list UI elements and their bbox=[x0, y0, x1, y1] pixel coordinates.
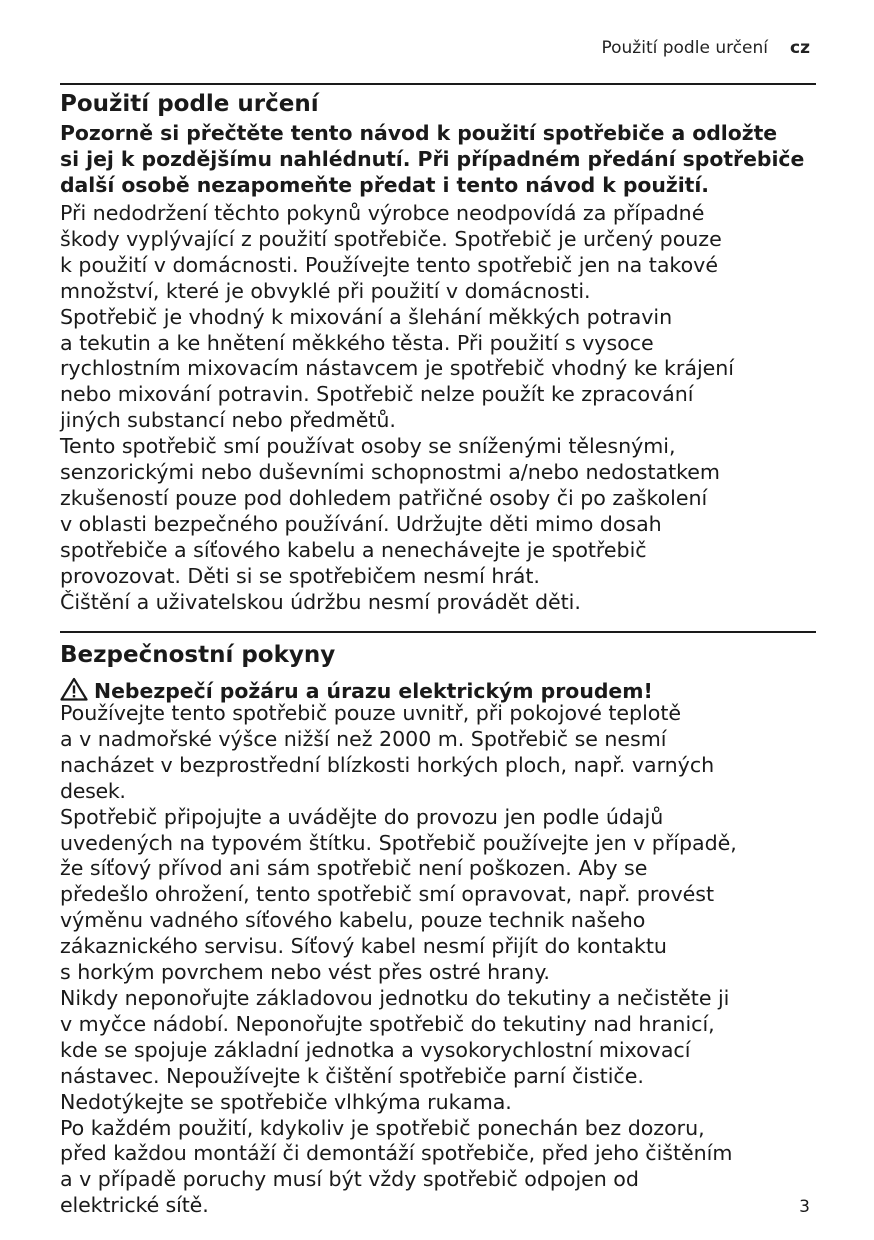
body-line: rychlostním mixovacím nástavcem je spotřebič vhodný ke krájení bbox=[60, 356, 734, 381]
body-line: zkušeností pouze pod dohledem patřičné osoby či po zaškolení bbox=[60, 485, 708, 510]
body-line: Nikdy neponořujte základovou jednotku do tekutiny a nečistěte ji bbox=[60, 985, 730, 1010]
body-line: výměnu vadného síťového kabelu, pouze technik našeho bbox=[60, 908, 646, 933]
body-line: Po každém použití, kdykoliv je spotřebič ponechán bez dozoru, bbox=[60, 1115, 705, 1140]
body-line: předešlo ohrožení, tento spotřebič smí opravovat, např. provést bbox=[60, 882, 714, 907]
body-line: nástavec. Nepoužívejte k čištění spotřebiče parní čističe. bbox=[60, 1063, 644, 1088]
body-line: v oblasti bezpečného používání. Udržujte děti mimo dosah bbox=[60, 511, 662, 536]
body-line: před každou montáží či demontáží spotřebiče, před jeho čištěním bbox=[60, 1141, 733, 1166]
body-line: Tento spotřebič smí používat osoby se sníženými tělesnými, bbox=[60, 434, 676, 459]
body-line: a v případě poruchy musí být vždy spotřebič odpojen od bbox=[60, 1167, 639, 1192]
body-line: Při nedodržení těchto pokynů výrobce neodpovídá za případné bbox=[60, 201, 705, 225]
intro-line: si jej k pozdějšímu nahlédnutí. Při případném předání spotřebiče bbox=[60, 146, 805, 171]
intended-use-body bbox=[60, 201, 820, 616]
body-line: množství, které je obvyklé při použití v domácnosti. bbox=[60, 278, 591, 303]
body-line: Nedotýkejte se spotřebiče vlhkýma rukama. bbox=[60, 1089, 512, 1114]
body-line: jiných substancí nebo předmětů. bbox=[60, 408, 396, 433]
section-title-safety: Bezpečnostní pokyny bbox=[60, 642, 336, 668]
body-line: k použití v domácnosti. Používejte tento spotřebič jen na takové bbox=[60, 252, 718, 277]
body-line: Spotřebič je vhodný k mixování a šlehání měkkých potravin bbox=[60, 304, 673, 329]
body-line: spotřebiče a síťového kabelu a nenechávejte je spotřebič bbox=[60, 537, 647, 562]
warning-triangle-icon bbox=[60, 677, 88, 701]
body-line: uvedených na typovém štítku. Spotřebič používejte jen v případě, bbox=[60, 830, 737, 855]
running-header bbox=[601, 38, 810, 58]
body-line: senzorickými nebo duševními schopnostmi a/nebo nedostatkem bbox=[60, 460, 720, 485]
body-line: že síťový přívod ani sám spotřebič není poškozen. Aby se bbox=[60, 856, 648, 881]
page-number: 3 bbox=[799, 1197, 810, 1217]
body-line: Spotřebič připojujte a uvádějte do provozu jen podle údajů bbox=[60, 804, 664, 829]
body-line: škody vyplývající z použití spotřebiče. Spotřebič je určený pouze bbox=[60, 226, 722, 251]
body-line: provozovat. Děti si se spotřebičem nesmí hrát. bbox=[60, 563, 540, 588]
section-divider-top bbox=[60, 83, 816, 85]
body-line: a tekutin a ke hnětení měkkého těsta. Při použití s vysoce bbox=[60, 330, 654, 355]
body-line: nebo mixování potravin. Spotřebič nelze použít ke zpracování bbox=[60, 382, 694, 407]
language-code: cz bbox=[790, 38, 810, 58]
running-header-title: Použití podle určení bbox=[601, 38, 769, 58]
body-line: v myčce nádobí. Neponořujte spotřebič do tekutiny nad hranicí, bbox=[60, 1011, 715, 1036]
warning-text: Nebezpečí požáru a úrazu elektrickým proudem! bbox=[94, 679, 653, 703]
section-divider-safety bbox=[60, 631, 816, 633]
body-line: s horkým povrchem nebo vést přes ostré hrany. bbox=[60, 960, 550, 985]
body-line: Používejte tento spotřebič pouze uvnitř, při pokojové teplotě bbox=[60, 701, 682, 725]
body-line: zákaznického servisu. Síťový kabel nesmí přijít do kontaktu bbox=[60, 934, 667, 959]
section-title-intended-use: Použití podle určení bbox=[60, 91, 319, 117]
body-line: nacházet v bezprostřední blízkosti horkých ploch, např. varných bbox=[60, 752, 715, 777]
intro-line: další osobě nezapomeňte předat i tento návod k použití. bbox=[60, 172, 710, 197]
body-line: desek. bbox=[60, 778, 126, 803]
body-line: Čištění a uživatelskou údržbu nesmí provádět děti. bbox=[60, 589, 581, 614]
safety-body bbox=[60, 701, 820, 1219]
intro-bold-paragraph bbox=[60, 121, 820, 199]
body-line: kde se spojuje základní jednotka a vysokorychlostní mixovací bbox=[60, 1037, 691, 1062]
body-line: a v nadmořské výšce nižší než 2000 m. Spotřebič se nesmí bbox=[60, 726, 667, 751]
intro-line: Pozorně si přečtěte tento návod k použití spotřebiče a odložte bbox=[60, 121, 778, 145]
warning-heading bbox=[60, 677, 653, 704]
body-line: elektrické sítě. bbox=[60, 1193, 209, 1218]
